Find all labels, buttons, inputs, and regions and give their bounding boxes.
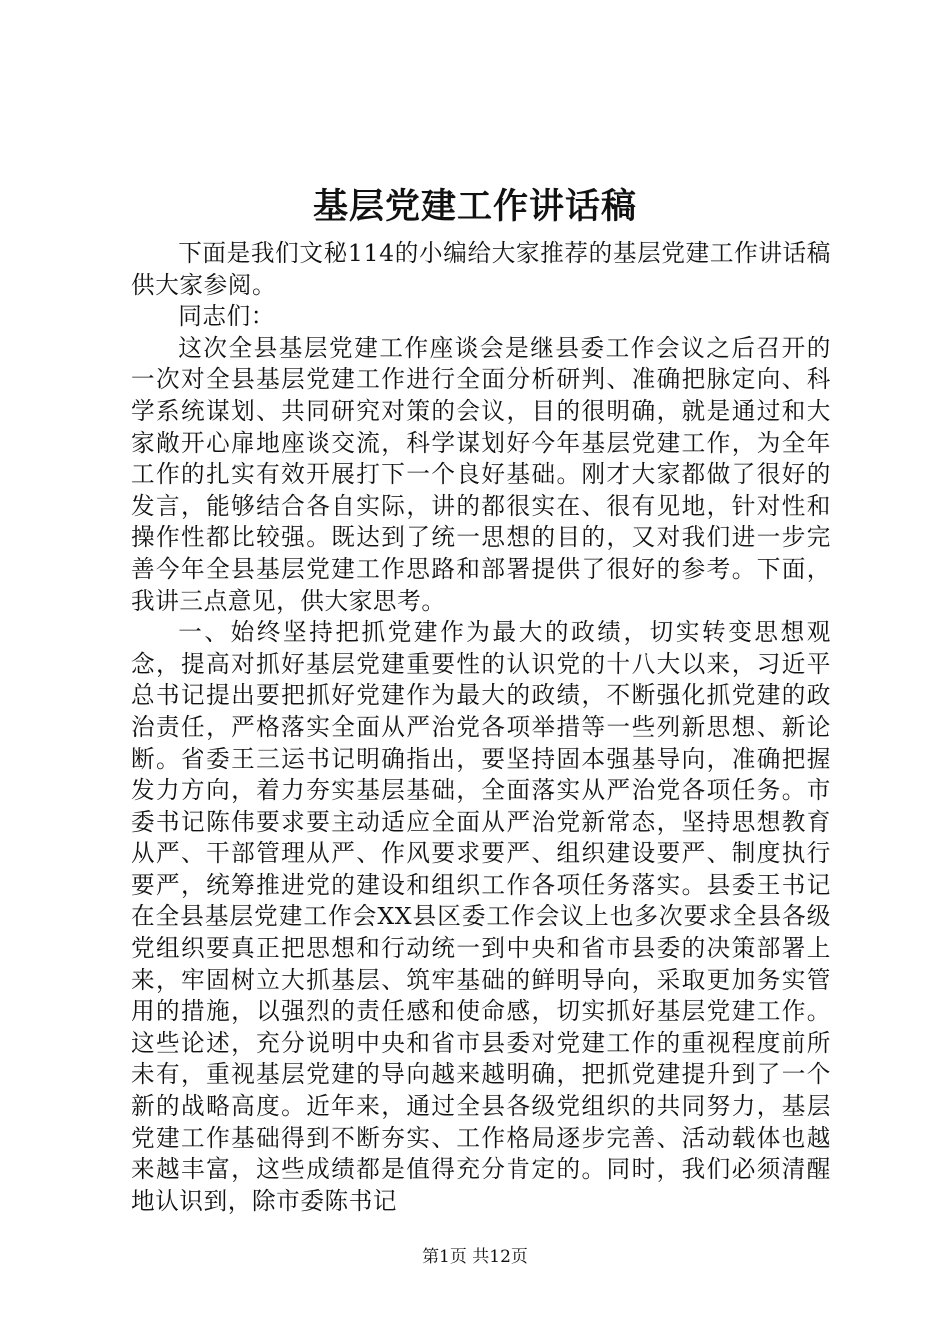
body-paragraph: 这次全县基层党建工作座谈会是继县委工作会议之后召开的一次对全县基层党建工作进行全面分析研判、准确把脉定向、科学系统谋划、共同研究对策的会议，目的很明确，就是通过和大家敞开心扉地座谈交流，科学谋划好今年基层党建工作，为全年工作的扎实有效开展打下一个良好基础。刚才大家都做了很好的发言，能够结合各自实际，讲的都很实在、很有见地，针对性和操作性都比较强。既达到了统一思想的目的，又对我们进一步完善今年全县基层党建工作思路和部署提供了很好的参考。下面，我讲三点意见，供大家思考。 xyxy=(131,333,831,615)
intro-paragraph: 下面是我们文秘114的小编给大家推荐的基层党建工作讲话稿供大家参阅。 xyxy=(131,239,831,299)
page-footer: 第1页 共12页 xyxy=(422,1247,528,1267)
body-paragraph: 一、始终坚持把抓党建作为最大的政绩，切实转变思想观念，提高对抓好基层党建重要性的认识党的十八大以来，习近平总书记提出要把抓好党建作为最大的政绩，不断强化抓党建的政治责任，严格落实全面从严治党各项举措等一些列新思想、新论断。省委王三运书记明确指出，要坚持固本强基导向，准确把握发力方向，着力夯实基层基础，全面落实从严治党各项任务。市委书记陈伟要求要主动适应全面从严治党新常态，坚持思想教育从严、干部管理从严、作风要求要严、组织建设要严、制度执行要严，统筹推进党的建设和组织工作各项任务落实。县委王书记在全县基层党建工作会XX县区委工作会议上也多次要求全县各级党组织要真正把思想和行动统一到中央和省市县委的决策部署上来，牢固树立大抓基层、筑牢基础的鲜明导向，采取更加务实管用的措施，以强烈的责任感和使命感，切实抓好基层党建工作。这些论述，充分说明中央和省市县委对党建工作的重视程度前所未有，重视基层党建的导向越来越明确，把抓党建提升到了一个新的战略高度。近年来，通过全县各级党组织的共同努力，基层党建工作基础得到不断夯实、工作格局逐步完善、活动载体也越来越丰富，这些成绩都是值得充分肯定的。同时，我们必须清醒地认识到，除市委陈书记 xyxy=(131,618,831,1215)
salutation-paragraph: 同志们： xyxy=(178,302,275,331)
document-body xyxy=(131,238,831,1217)
document-title: 基层党建工作讲话稿 xyxy=(312,186,637,227)
